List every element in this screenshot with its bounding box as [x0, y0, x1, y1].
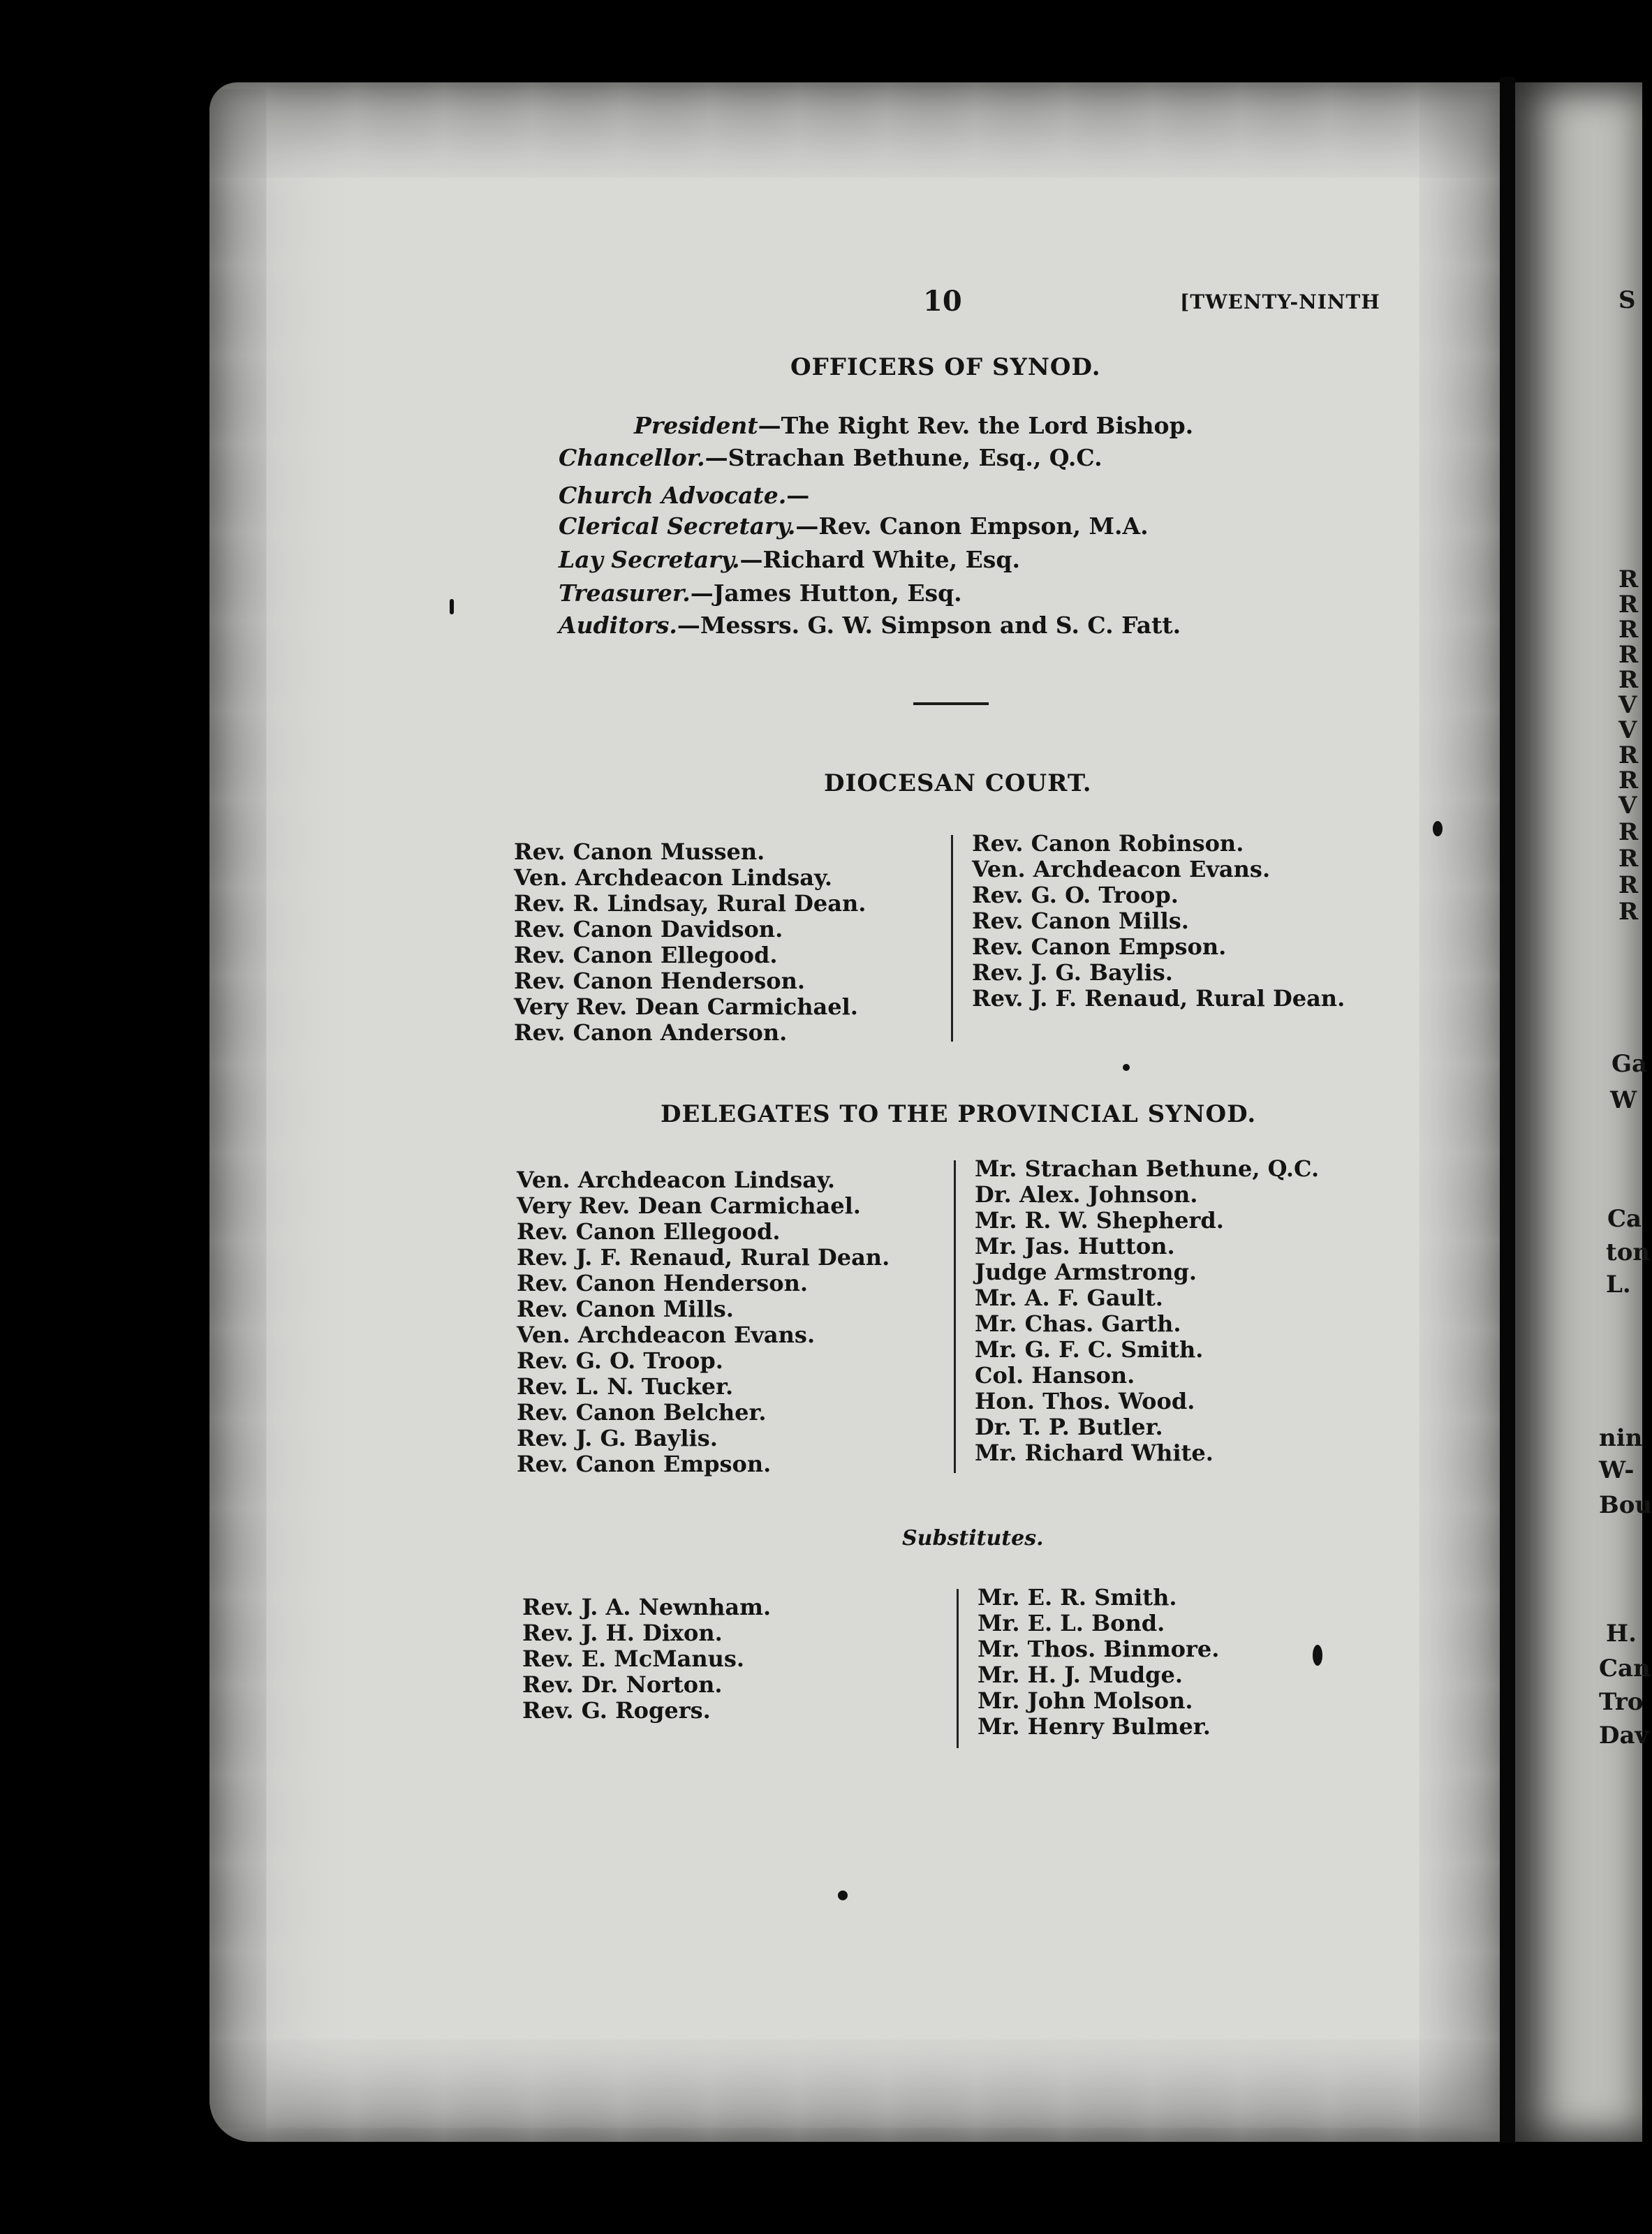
facing-page-fragment: S [1618, 286, 1636, 314]
list-item: Dr. Alex. Johnson. [975, 1181, 1198, 1208]
diocesan-court-left-list [514, 839, 866, 1046]
list-item: Mr. Richard White. [975, 1440, 1214, 1466]
ink-speck [1313, 1645, 1322, 1666]
facing-page-fragment: Bou [1599, 1491, 1652, 1519]
list-item: Rev. J. A. Newnham. [522, 1594, 772, 1620]
ink-speck [1433, 821, 1443, 836]
list-item: Mr. Henry Bulmer. [978, 1713, 1211, 1740]
delegates-title: DELEGATES TO THE PROVINCIAL SYNOD. [661, 1100, 1257, 1128]
list-item: Rev. J. H. Dixon. [522, 1620, 723, 1646]
facing-page-fragment: R [1618, 845, 1639, 873]
officer-text: —The Right Rev. the Lord Bishop. [758, 412, 1194, 439]
officer-president [634, 412, 1193, 439]
list-item: Hon. Thos. Wood. [975, 1388, 1195, 1414]
list-item: Rev. Canon Henderson. [517, 1270, 809, 1296]
list-item: Rev. Canon Mussen. [514, 838, 765, 865]
list-item: Very Rev. Dean Carmichael. [514, 993, 858, 1020]
column-divider [954, 1160, 956, 1473]
facing-page-fragment: R [1618, 565, 1639, 593]
list-item: Rev. Canon Ellegood. [514, 942, 778, 968]
list-item: Ven. Archdeacon Evans. [972, 856, 1271, 882]
officer-role: President [634, 412, 758, 439]
facing-page-fragment: Dav [1599, 1722, 1649, 1750]
officers-title: OFFICERS OF SYNOD. [790, 353, 1101, 381]
list-item: Mr. G. F. C. Smith. [975, 1336, 1204, 1363]
running-head: [TWENTY-NINTH [1180, 290, 1380, 313]
list-item: Col. Hanson. [975, 1362, 1135, 1389]
officer-text: —Messrs. G. W. Simpson and S. C. Fatt. [677, 612, 1181, 639]
column-divider [957, 1589, 959, 1748]
list-item: Rev. G. O. Troop. [517, 1347, 723, 1374]
list-item: Mr. A. F. Gault. [975, 1285, 1163, 1311]
list-item: Dr. T. P. Butler. [975, 1414, 1163, 1440]
list-item: Rev. Canon Robinson. [972, 830, 1244, 857]
list-item: Rev. L. N. Tucker. [517, 1373, 734, 1400]
officer-role: Church Advocate. [559, 482, 787, 509]
list-item: Rev. G. Rogers. [522, 1697, 711, 1724]
list-item: Ven. Archdeacon Lindsay. [514, 864, 833, 891]
substitutes-title: Substitutes. [902, 1526, 1044, 1551]
list-item: Rev. J. G. Baylis. [517, 1425, 718, 1451]
list-item: Ven. Archdeacon Evans. [517, 1322, 816, 1348]
list-item: Mr. John Molson. [978, 1687, 1193, 1714]
ink-speck [1123, 1064, 1130, 1071]
facing-page-fragment: V [1618, 691, 1637, 719]
list-item: Mr. H. J. Mudge. [978, 1662, 1183, 1688]
facing-page-fragment: R [1618, 898, 1639, 926]
list-item: Rev. E. McManus. [522, 1645, 745, 1672]
list-item: Rev. Canon Davidson. [514, 916, 783, 942]
list-item: Rev. J. G. Baylis. [972, 959, 1173, 986]
list-item: Rev. Canon Mills. [972, 908, 1189, 934]
list-item: Rev. Canon Empson. [972, 933, 1227, 960]
officer-role: Lay Secretary. [559, 546, 740, 573]
column-divider [951, 835, 953, 1042]
facing-page-fragment: R [1618, 616, 1639, 644]
facing-page-fragment: W- [1599, 1456, 1635, 1484]
facing-page-fragment: V [1618, 792, 1637, 820]
list-item: Rev. J. F. Renaud, Rural Dean. [517, 1244, 890, 1271]
list-item: Mr. Chas. Garth. [975, 1310, 1181, 1337]
delegates-left-list [517, 1167, 890, 1477]
list-item: Rev. G. O. Troop. [972, 882, 1179, 908]
list-item: Rev. Canon Anderson. [514, 1019, 788, 1046]
facing-page-fragment: R [1618, 591, 1639, 619]
facing-page-fragment: nin [1599, 1424, 1643, 1452]
delegates-right-list [975, 1156, 1319, 1466]
facing-page-fragment: Ga [1612, 1050, 1648, 1078]
list-item: Rev. Canon Henderson. [514, 968, 806, 994]
facing-page-fragment: Tro [1599, 1688, 1644, 1716]
list-item: Rev. Canon Mills. [517, 1296, 734, 1322]
list-item: Rev. J. F. Renaud, Rural Dean. [972, 985, 1345, 1012]
list-item: Mr. R. W. Shepherd. [975, 1207, 1224, 1234]
officer-text: —James Hutton, Esq. [690, 579, 962, 607]
officer-clerical-secretary [559, 512, 1149, 540]
officer-chancellor [559, 444, 1102, 471]
officer-role: Treasurer. [559, 579, 691, 607]
list-item: Mr. E. L. Bond. [978, 1610, 1165, 1636]
facing-page-fragment: R [1618, 741, 1639, 769]
officer-treasurer [559, 579, 962, 607]
list-item: Mr. Jas. Hutton. [975, 1233, 1175, 1259]
officer-text: —Rev. Canon Empson, M.A. [795, 512, 1149, 540]
list-item: Very Rev. Dean Carmichael. [517, 1192, 861, 1219]
facing-page-fragment: L. [1606, 1271, 1631, 1299]
facing-page-fragment: H. [1606, 1620, 1637, 1648]
officer-text: — [786, 482, 810, 509]
list-item: Mr. Strachan Bethune, Q.C. [975, 1155, 1320, 1182]
ink-speck [838, 1891, 848, 1900]
list-item: Rev. Dr. Norton. [522, 1671, 723, 1698]
facing-page-fragment: R [1618, 641, 1639, 669]
diocesan-court-title: DIOCESAN COURT. [824, 769, 1092, 797]
facing-page-fragment: R [1618, 871, 1639, 899]
officer-church-advocate [559, 482, 809, 509]
facing-page-fragment: Ca [1607, 1205, 1642, 1233]
book-gutter [1500, 77, 1515, 2143]
officer-text: —Strachan Bethune, Esq., Q.C. [705, 444, 1102, 471]
list-item: Mr. E. R. Smith. [978, 1584, 1177, 1611]
section-divider [913, 702, 989, 705]
list-item: Rev. R. Lindsay, Rural Dean. [514, 890, 866, 917]
list-item: Rev. Canon Belcher. [517, 1399, 767, 1426]
list-item: Rev. Canon Ellegood. [517, 1218, 781, 1245]
facing-page-fragment: R [1618, 767, 1639, 794]
facing-page-fragment: Can [1599, 1655, 1651, 1682]
substitutes-right-list [978, 1585, 1219, 1740]
officer-auditors [559, 612, 1181, 639]
substitutes-left-list [522, 1595, 771, 1724]
facing-page-fragment: ton [1606, 1238, 1651, 1266]
officer-text: —Richard White, Esq. [739, 546, 1020, 573]
facing-page-fragment: R [1618, 666, 1639, 694]
list-item: Rev. Canon Empson. [517, 1451, 772, 1477]
list-item: Ven. Archdeacon Lindsay. [517, 1167, 836, 1193]
page-number: 10 [923, 285, 962, 318]
diocesan-court-right-list [972, 831, 1345, 1012]
officer-role: Chancellor. [559, 444, 705, 471]
officer-lay-secretary [559, 546, 1020, 573]
officer-role: Auditors. [559, 612, 677, 639]
facing-page-fragment: W [1610, 1086, 1637, 1114]
facing-page-fragment: R [1618, 818, 1639, 846]
facing-page-fragment: V [1618, 716, 1637, 744]
officer-role: Clerical Secretary. [559, 512, 796, 540]
ink-speck [450, 599, 454, 614]
list-item: Mr. Thos. Binmore. [978, 1636, 1220, 1662]
list-item: Judge Armstrong. [975, 1259, 1197, 1285]
